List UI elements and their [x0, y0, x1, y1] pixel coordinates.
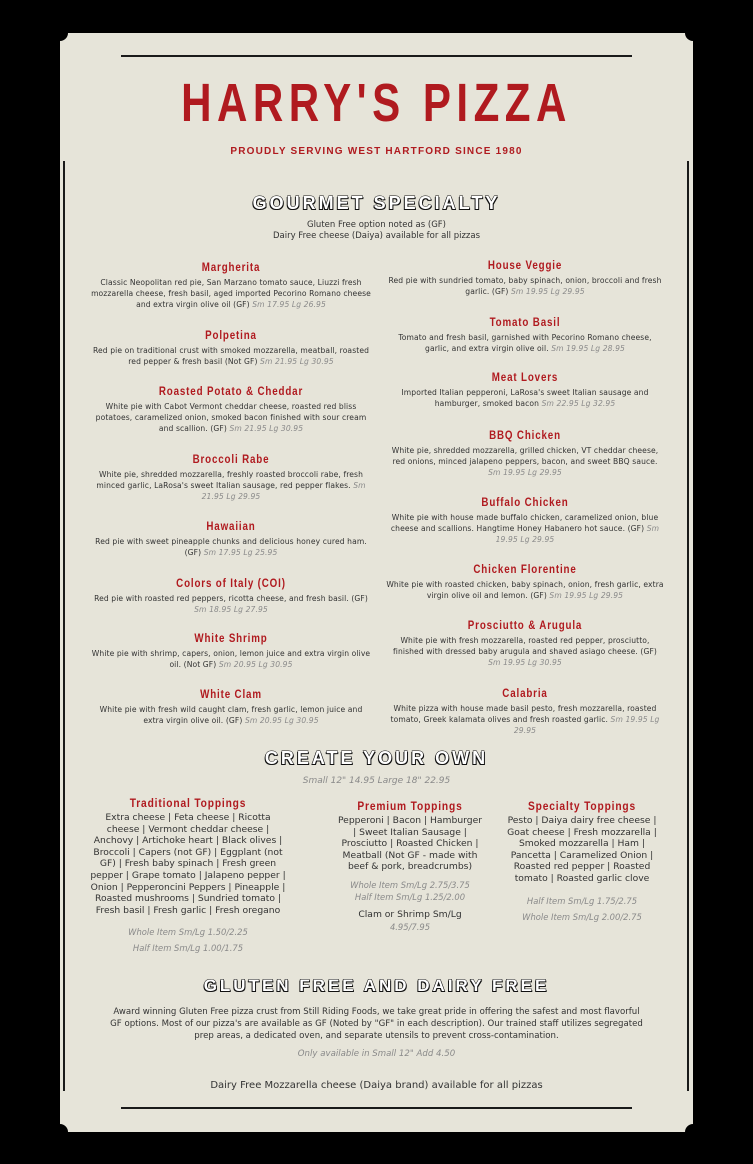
item-price: Sm 17.95 Lg 26.95: [252, 300, 326, 310]
item-desc-text: White pie with house made buffalo chicken, caramelized onion, blue cheese and scallions. Hangtime Honey Habanero hot sauce. (GF): [390, 513, 659, 534]
item-description: [386, 579, 664, 601]
item-description: [90, 704, 372, 726]
traditional-toppings: [88, 796, 288, 956]
gf-df-title: GLUTEN FREE AND DAIRY FREE: [203, 976, 550, 995]
item-description: [90, 277, 372, 311]
specialty-whole-price: Whole Item Sm/Lg 2.00/2.75: [522, 911, 642, 922]
clam-shrimp: Clam or Shrimp Sm/Lg: [358, 908, 462, 920]
specialty-half-price: Half Item Sm/Lg 1.75/2.75: [526, 895, 638, 906]
create-title: CREATE YOUR OWN: [264, 748, 489, 768]
item-name: Polpetina: [205, 330, 257, 342]
menu-item: [386, 497, 664, 546]
item-name: Calabria: [502, 688, 548, 700]
menu-item: [90, 386, 372, 435]
item-description: [90, 593, 372, 615]
item-description: [386, 512, 664, 546]
item-name: BBQ Chicken: [489, 430, 561, 442]
menu-item: [90, 689, 372, 726]
item-desc-text: White pizza with house made basil pesto, fresh mozzarella, roasted tomato, Greek kalamata olives and fresh roasted garlic.: [390, 704, 657, 725]
dairy-note: Dairy Free cheese (Daiya) available for all pizzas: [272, 231, 481, 241]
item-desc-text: Red pie with sundried tomato, baby spinach, onion, broccoli and fresh garlic. (GF): [388, 276, 662, 297]
left-rule: [63, 161, 65, 1091]
traditional-half-price: Half Item Sm/Lg 1.00/1.75: [132, 943, 244, 954]
menu-item: [386, 317, 664, 354]
item-price: Sm 20.95 Lg 30.95: [218, 660, 293, 670]
item-name: Prosciutto & Arugula: [467, 620, 583, 632]
item-price: Sm 19.95 Lg 29.95: [511, 287, 585, 297]
item-name: Buffalo Chicken: [481, 497, 569, 509]
item-desc-text: White pie, shredded mozzarella, freshly roasted broccoli rabe, fresh minced garlic, LaRosa's sweet Italian sausage, red pepper flakes.: [96, 470, 364, 491]
menu-item: [90, 521, 372, 558]
item-name: Chicken Florentine: [473, 564, 577, 576]
item-price: Sm 19.95 Lg 28.95: [551, 344, 625, 354]
item-description: [90, 469, 372, 503]
gf-note: Gluten Free option noted as (GF): [306, 220, 446, 230]
right-rule: [687, 161, 689, 1091]
menu-item: [386, 430, 664, 479]
brand-title: HARRY'S PIZZA: [181, 73, 572, 133]
premium-half-price: Half Item Sm/Lg 1.25/2.00: [354, 891, 466, 902]
dairy-free-note: Dairy Free Mozzarella cheese (Daiya brand) available for all pizzas: [210, 1080, 543, 1091]
item-description: [386, 445, 664, 479]
item-price: Sm 21.95 Lg 30.95: [229, 424, 304, 434]
bottom-rule: [121, 1107, 632, 1109]
corner-notch: [60, 1124, 68, 1132]
tagline: PROUDLY SERVING WEST HARTFORD SINCE 1980: [230, 146, 523, 157]
specialty-toppings: [506, 799, 658, 925]
item-desc-text: White pie with fresh wild caught clam, fresh garlic, lemon juice and extra virgin olive oil. (GF): [99, 705, 363, 726]
traditional-list: Extra cheese | Feta cheese | Ricotta cheese | Vermont cheddar cheese | Anchovy | Artichoke heart | Black olives | Broccoli | Capers (not GF) | Eggplant (not GF) | Fresh baby spinach | Fresh green pepper | Grape tomato | Jalapeno pepper | Onion | Pepperoncini Peppers | Pineapple | Roasted mushrooms | Sundried tomato | Fresh basil | Fresh garlic | Fresh oregano: [90, 812, 286, 916]
item-name: Hawaiian: [206, 521, 256, 533]
corner-notch: [685, 1124, 693, 1132]
item-description: [386, 332, 664, 354]
item-description: [90, 648, 372, 670]
item-desc-text: Red pie with sweet pineapple chunks and delicious honey cured ham. (GF): [95, 537, 367, 558]
item-name: White Clam: [200, 689, 262, 701]
premium-title: Premium Toppings: [357, 799, 463, 813]
menu-page: [60, 33, 693, 1132]
item-price: Sm 19.95 Lg 29.95: [549, 591, 624, 601]
item-description: [90, 401, 372, 435]
gf-only-small: Only available in Small 12" Add 4.50: [297, 1049, 456, 1059]
premium-whole-price: Whole Item Sm/Lg 2.75/3.75: [350, 879, 470, 890]
item-price: Sm 19.95 Lg 29.95: [495, 524, 660, 545]
item-desc-text: Red pie with roasted red peppers, ricotta cheese, and fresh basil. (GF): [94, 594, 368, 603]
item-desc-text: Red pie on traditional crust with smoked mozzarella, meatball, roasted red pepper & fresh basil (Not GF): [92, 346, 370, 367]
item-description: [386, 635, 664, 669]
item-name: Tomato Basil: [489, 317, 561, 329]
corner-notch: [685, 33, 693, 41]
top-rule: [121, 55, 632, 57]
item-desc-text: White pie, shredded mozzarella, grilled chicken, VT cheddar cheese, red onions, minced jalapeno peppers, bacon, and sweet BBQ sauce.: [391, 446, 659, 467]
menu-item: [90, 330, 372, 367]
menu-item: [90, 454, 372, 503]
menu-item: [386, 372, 664, 409]
premium-list: Pepperoni | Bacon | Hamburger | Sweet Italian Sausage | Prosciutto | Roasted Chicken | Meatball (Not GF - made with beef & pork, breadcrumbs): [337, 815, 483, 873]
menu-item: [90, 633, 372, 670]
item-name: Roasted Potato & Cheddar: [158, 386, 304, 398]
traditional-title: Traditional Toppings: [129, 796, 247, 810]
item-description: [90, 536, 372, 558]
item-price: Sm 18.95 Lg 27.95: [194, 605, 268, 615]
specialty-title: Specialty Toppings: [527, 799, 637, 813]
gf-paragraph: Award winning Gluten Free pizza crust from Still Riding Foods, we take great pride in offering the safest and most flavorful GF options. Most of our pizza's are available as GF (Noted by "GF" in each description). Our trained staff utilizes segregated prep areas, a dedicated oven, and separate utensils to prevent cross-contamination.: [110, 1007, 643, 1041]
item-desc-text: Classic Neopolitan red pie, San Marzano tomato sauce, Liuzzi fresh mozzarella cheese, fresh basil, aged imported Pecorino Romano cheese and extra virgin olive oil (GF): [91, 278, 371, 310]
corner-notch: [60, 33, 68, 41]
menu-item: [386, 688, 664, 737]
item-price: Sm 21.95 Lg 30.95: [260, 357, 334, 367]
item-description: [386, 387, 664, 409]
menu-item: [90, 578, 372, 615]
item-desc-text: Tomato and fresh basil, garnished with Pecorino Romano cheese, garlic, and extra virgin olive oil.: [398, 333, 652, 354]
item-price: Sm 21.95 Lg 29.95: [201, 481, 366, 502]
item-description: [386, 275, 664, 297]
item-name: House Veggie: [487, 260, 563, 272]
traditional-whole-price: Whole Item Sm/Lg 1.50/2.25: [128, 927, 248, 938]
item-desc-text: Imported Italian pepperoni, LaRosa's sweet Italian sausage and hamburger, smoked bacon: [401, 388, 649, 409]
specialty-list: Pesto | Daiya dairy free cheese | Goat cheese | Fresh mozzarella | Smoked mozzarella | Ham | Pancetta | Caramelized Onion | Roasted red pepper | Roasted tomato | Roasted garlic clove: [507, 815, 657, 884]
gourmet-title: GOURMET SPECIALTY: [252, 193, 501, 213]
item-price: Sm 19.95 Lg 29.95: [513, 715, 660, 736]
item-price: Sm 22.95 Lg 32.95: [541, 399, 616, 409]
clam-shrimp-price: 4.95/7.95: [389, 921, 431, 932]
item-name: Broccoli Rabe: [192, 454, 270, 466]
item-name: Margherita: [201, 262, 261, 274]
item-price: Sm 20.95 Lg 30.95: [244, 716, 319, 726]
menu-item: [386, 260, 664, 297]
menu-item: [90, 262, 372, 311]
item-price: Sm 19.95 Lg 29.95: [488, 468, 562, 478]
item-price: Sm 17.95 Lg 25.95: [203, 548, 278, 558]
item-desc-text: White pie with roasted chicken, baby spinach, onion, fresh garlic, extra virgin olive oil and lemon. (GF): [386, 580, 664, 601]
item-name: Colors of Italy (COI): [176, 578, 286, 590]
menu-item: [386, 620, 664, 669]
item-name: White Shrimp: [194, 633, 268, 645]
item-description: [90, 345, 372, 367]
premium-toppings: [336, 799, 484, 933]
item-desc-text: White pie with Cabot Vermont cheddar cheese, roasted red bliss potatoes, caramelized onion, smoked bacon finished with sour cream and scallion. (GF): [95, 402, 367, 434]
item-name: Meat Lovers: [491, 372, 559, 384]
item-price: Sm 19.95 Lg 30.95: [488, 658, 562, 668]
item-desc-text: White pie with fresh mozzarella, roasted red pepper, prosciutto, finished with dressed baby arugula and shaved asiago cheese. (GF): [392, 636, 657, 657]
size-prices: Small 12" 14.95 Large 18" 22.95: [302, 776, 451, 786]
menu-item: [386, 564, 664, 601]
item-description: [386, 703, 664, 737]
item-desc-text: White pie with shrimp, capers, onion, lemon juice and extra virgin olive oil. (Not GF): [91, 649, 371, 670]
